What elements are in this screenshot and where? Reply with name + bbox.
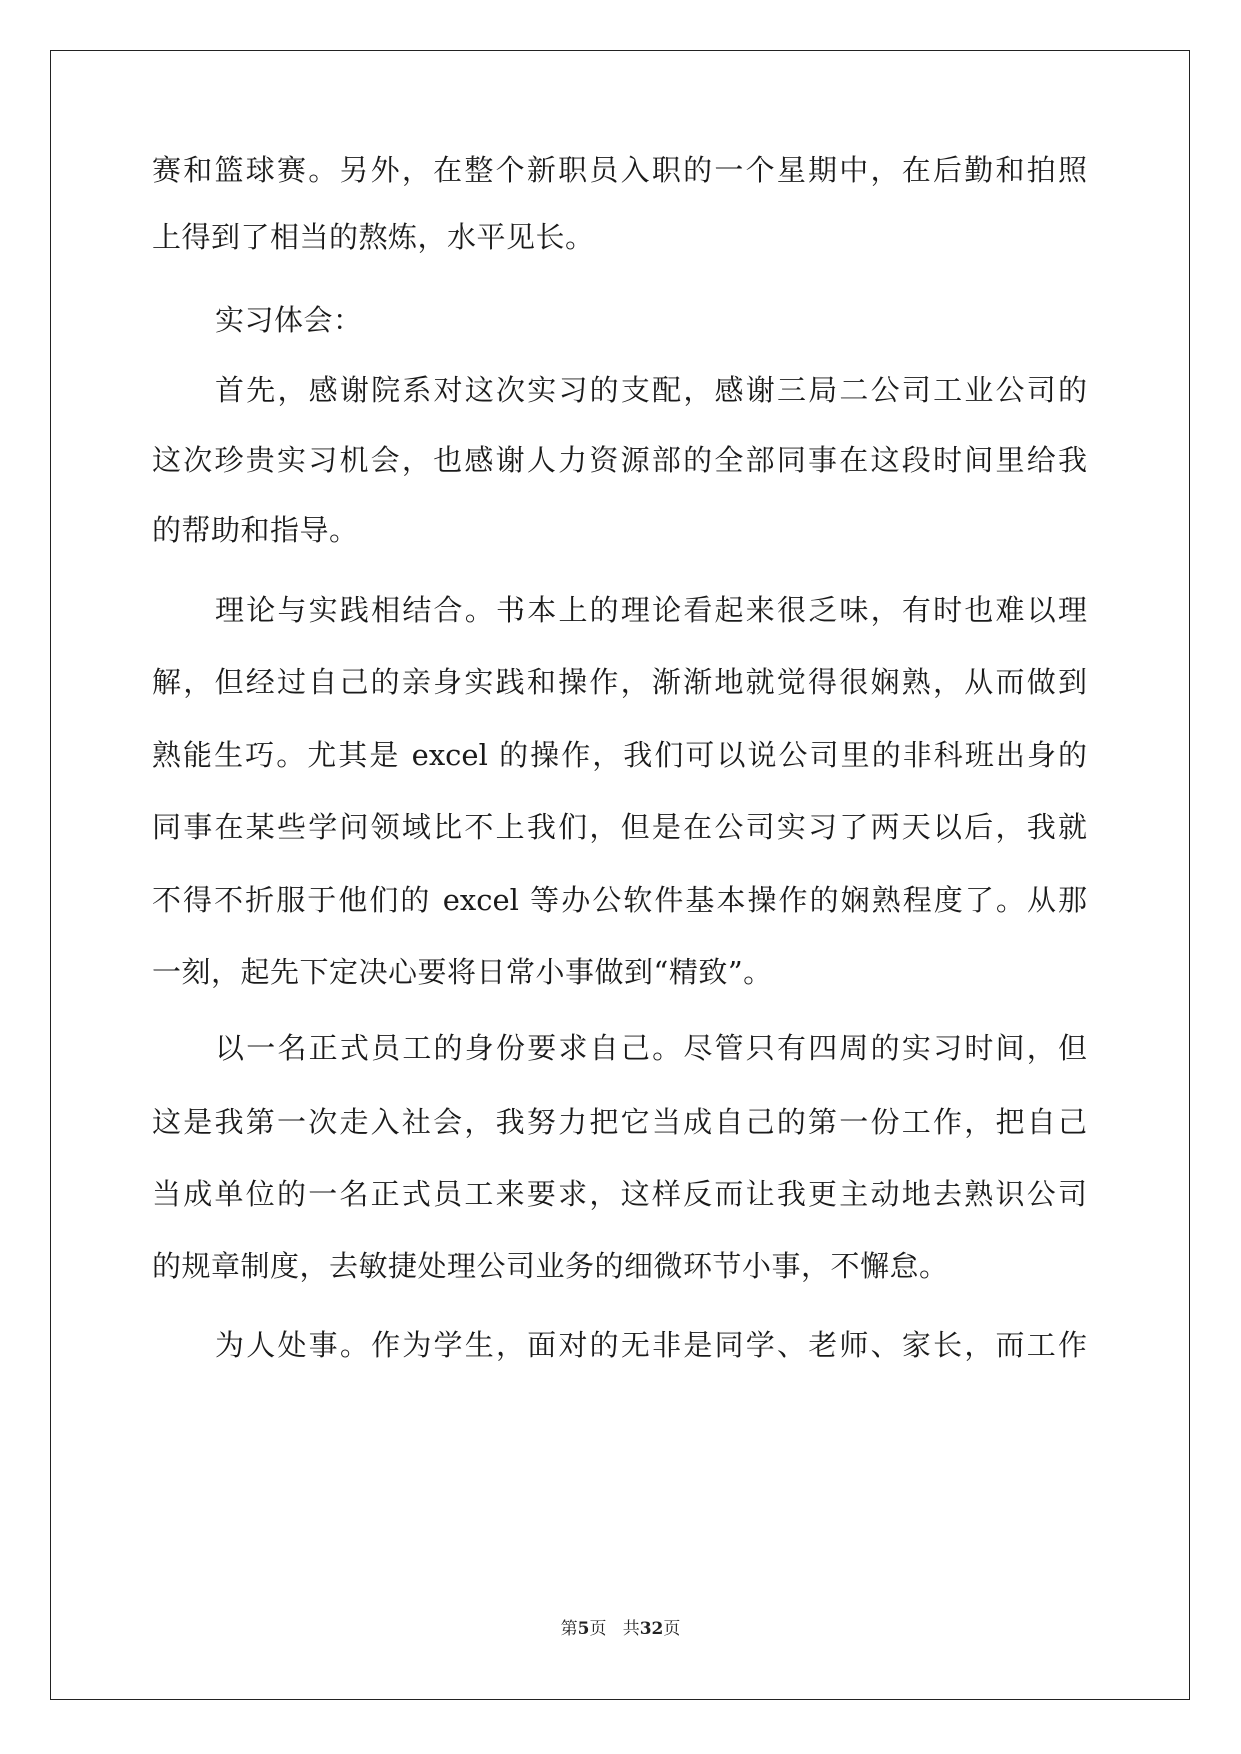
text-line: 这次珍贵实习机会，也感谢人力资源部的全部同事在这段时间里给我 — [152, 443, 1087, 477]
text-line: 首先，感谢院系对这次实习的支配，感谢三局二公司工业公司的 — [215, 373, 1087, 407]
text-line: 理论与实践相结合。书本上的理论看起来很乏味，有时也难以理 — [215, 593, 1087, 627]
footer-total-prefix: 共 — [622, 1619, 640, 1639]
text-line: 这是我第一次走入社会，我努力把它当成自己的第一份工作，把自己 — [152, 1105, 1087, 1139]
page-footer — [0, 1618, 1241, 1640]
text-line: 的规章制度，去敏捷处理公司业务的细微环节小事，不懈怠。 — [152, 1249, 949, 1283]
text-line: 同事在某些学问领域比不上我们，但是在公司实习了两天以后，我就 — [152, 810, 1087, 844]
total-page-count: 32 — [639, 1619, 664, 1639]
text-line: 赛和篮球赛。另外，在整个新职员入职的一个星期中，在后勤和拍照 — [152, 153, 1087, 187]
text-line: 以一名正式员工的身份要求自己。尽管只有四周的实习时间，但 — [215, 1031, 1087, 1065]
text-line: 当成单位的一名正式员工来要求，这样反而让我更主动地去熟识公司 — [152, 1177, 1087, 1211]
text-line: 熟能生巧。尤其是 excel 的操作，我们可以说公司里的非科班出身的 — [152, 738, 1087, 772]
page-border — [50, 50, 1190, 1700]
text-line: 上得到了相当的熬炼，水平见长。 — [152, 220, 595, 254]
text-line: 不得不折服于他们的 excel 等办公软件基本操作的娴熟程度了。从那 — [152, 883, 1087, 917]
current-page-number: 5 — [577, 1619, 590, 1639]
text-line: 的帮助和指导。 — [152, 513, 359, 547]
text-line: 为人处事。作为学生，面对的无非是同学、老师、家长，而工作 — [215, 1328, 1087, 1362]
footer-total-unit: 页 — [663, 1619, 681, 1639]
footer-page-unit: 页 — [589, 1619, 607, 1639]
text-line: 一刻，起先下定决心要将日常小事做到“精致”。 — [152, 955, 773, 989]
footer-prefix: 第 — [560, 1619, 578, 1639]
section-heading: 实习体会： — [215, 303, 363, 337]
text-line: 解，但经过自己的亲身实践和操作，渐渐地就觉得很娴熟，从而做到 — [152, 665, 1087, 699]
